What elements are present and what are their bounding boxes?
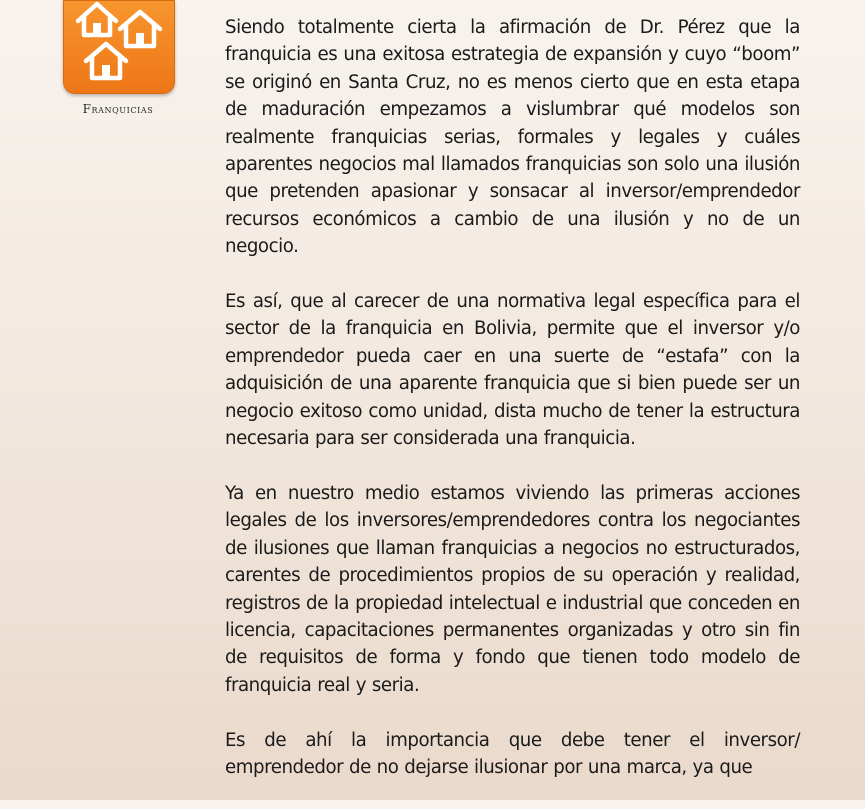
paragraph: Es así, que al carecer de una normativa legal específica para el sector de la franquicia en Bolivia, permite que el inversor y/o emprendedor pueda caer en una suerte de “estafa” con la adquisición de una aparente franquicia que si bien puede ser un negocio exitoso como unidad, dista mucho de tener la estructura necesaria para ser considerada una franquicia. [225, 291, 800, 450]
paragraph: Siendo totalmente cierta la afirmación de Dr. Pérez que la franquicia es una exitosa estrategia de expansión y cuyo “boom” se originó en Santa Cruz, no es menos cierto que en esta etapa de maduración empezamos a vislumbrar qué modelos son realmente franquicias serias, formales y legales y cuáles aparentes negocios mal llamados franquicias son solo una ilusión que pretenden apasionar y sonsacar al inversor/emprendedor recursos económicos a cambio de una ilusión y no de un negocio. [225, 17, 800, 258]
paragraph: Ya en nuestro medio estamos viviendo las primeras acciones legales de los inversores/emprendedores contra los negociantes de ilusiones que llaman franquicias a negocios no estructurados, carentes de procedimientos propios de su operación y realidad, registros de la propiedad intelectual e industrial que conceden en licencia, capacitaciones permanentes organizadas y otro sin fin de requisitos de forma y fondo que tienen todo modelo de franquicia real y seria. [225, 482, 800, 696]
article-body [225, 14, 800, 809]
paragraph: Es de ahí la importancia que debe tener el inversor/ emprendedor de no dejarse ilusionar por una marca, ya que [225, 729, 800, 778]
logo-caption: Franquicias [82, 102, 154, 116]
houses-icon [64, 1, 174, 93]
franquicias-logo [63, 0, 175, 94]
sidebar [63, 0, 175, 116]
